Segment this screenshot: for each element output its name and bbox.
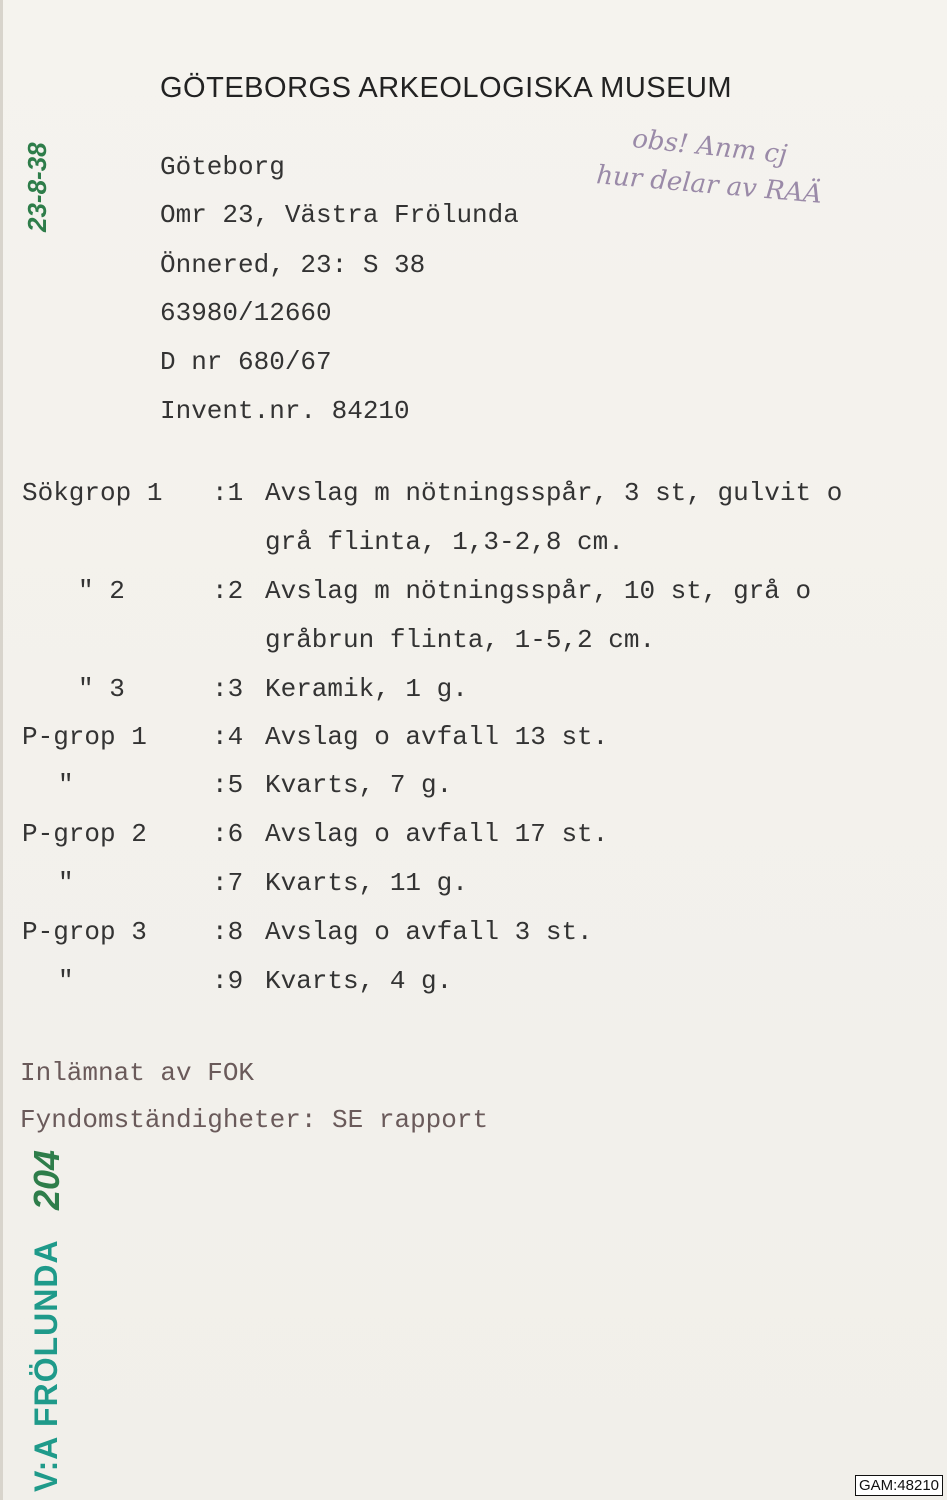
row-description: Avslag o avfall 3 st. [265,917,593,947]
archive-stamp: GAM:48210 [855,1475,943,1496]
side-date-annotation: 23-8-38 [22,142,52,232]
location-site: Önnered, 23: S 38 [160,250,426,280]
card-edge [0,0,3,1500]
diary-number: D nr 680/67 [160,347,332,377]
handwritten-note-line2: hur delar av RAÄ [595,160,824,210]
row-description: Keramik, 1 g. [265,674,468,704]
row-number: :1 [212,478,244,508]
row-number: :5 [212,770,244,800]
row-description: Avslag o avfall 13 st. [265,722,609,752]
row-number: :7 [212,868,244,898]
row-number: :2 [212,576,244,606]
row-number: :6 [212,819,244,849]
row-group: " [58,770,74,800]
row-group: " 2 [78,576,125,606]
row-number: :4 [212,722,244,752]
row-description: gråbrun flinta, 1-5,2 cm. [265,625,656,655]
find-circumstances: Fyndomständigheter: SE rapport [20,1105,489,1135]
row-description: Kvarts, 11 g. [265,868,468,898]
row-description: grå flinta, 1,3-2,8 cm. [265,527,624,557]
side-number-annotation: 204 [26,1149,67,1210]
handwritten-note-line1: obs! Anm cj [630,123,789,171]
row-description: Avslag m nötningsspår, 10 st, grå o [265,576,812,606]
row-number: :3 [212,674,244,704]
row-group: " [58,868,74,898]
submitted-by: Inlämnat av FOK [20,1058,255,1088]
row-number: :9 [212,966,244,996]
row-group: P-grop 2 [22,819,147,849]
inventory-number: Invent.nr. 84210 [160,396,410,426]
location-city: Göteborg [160,152,285,182]
row-group: " [58,966,74,996]
location-area: Omr 23, Västra Frölunda [160,200,519,230]
side-location-stamp: V:A FRÖLUNDA [28,1239,64,1492]
row-group: P-grop 3 [22,917,147,947]
row-group: P-grop 1 [22,722,147,752]
row-description: Kvarts, 7 g. [265,770,453,800]
institution-header: GÖTEBORGS ARKEOLOGISKA MUSEUM [160,72,733,104]
row-description: Avslag o avfall 17 st. [265,819,609,849]
row-group: " 3 [78,674,125,704]
row-description: Avslag m nötningsspår, 3 st, gulvit o [265,478,843,508]
row-description: Kvarts, 4 g. [265,966,453,996]
location-coords: 63980/12660 [160,298,332,328]
row-group: Sökgrop 1 [22,478,163,508]
row-number: :8 [212,917,244,947]
